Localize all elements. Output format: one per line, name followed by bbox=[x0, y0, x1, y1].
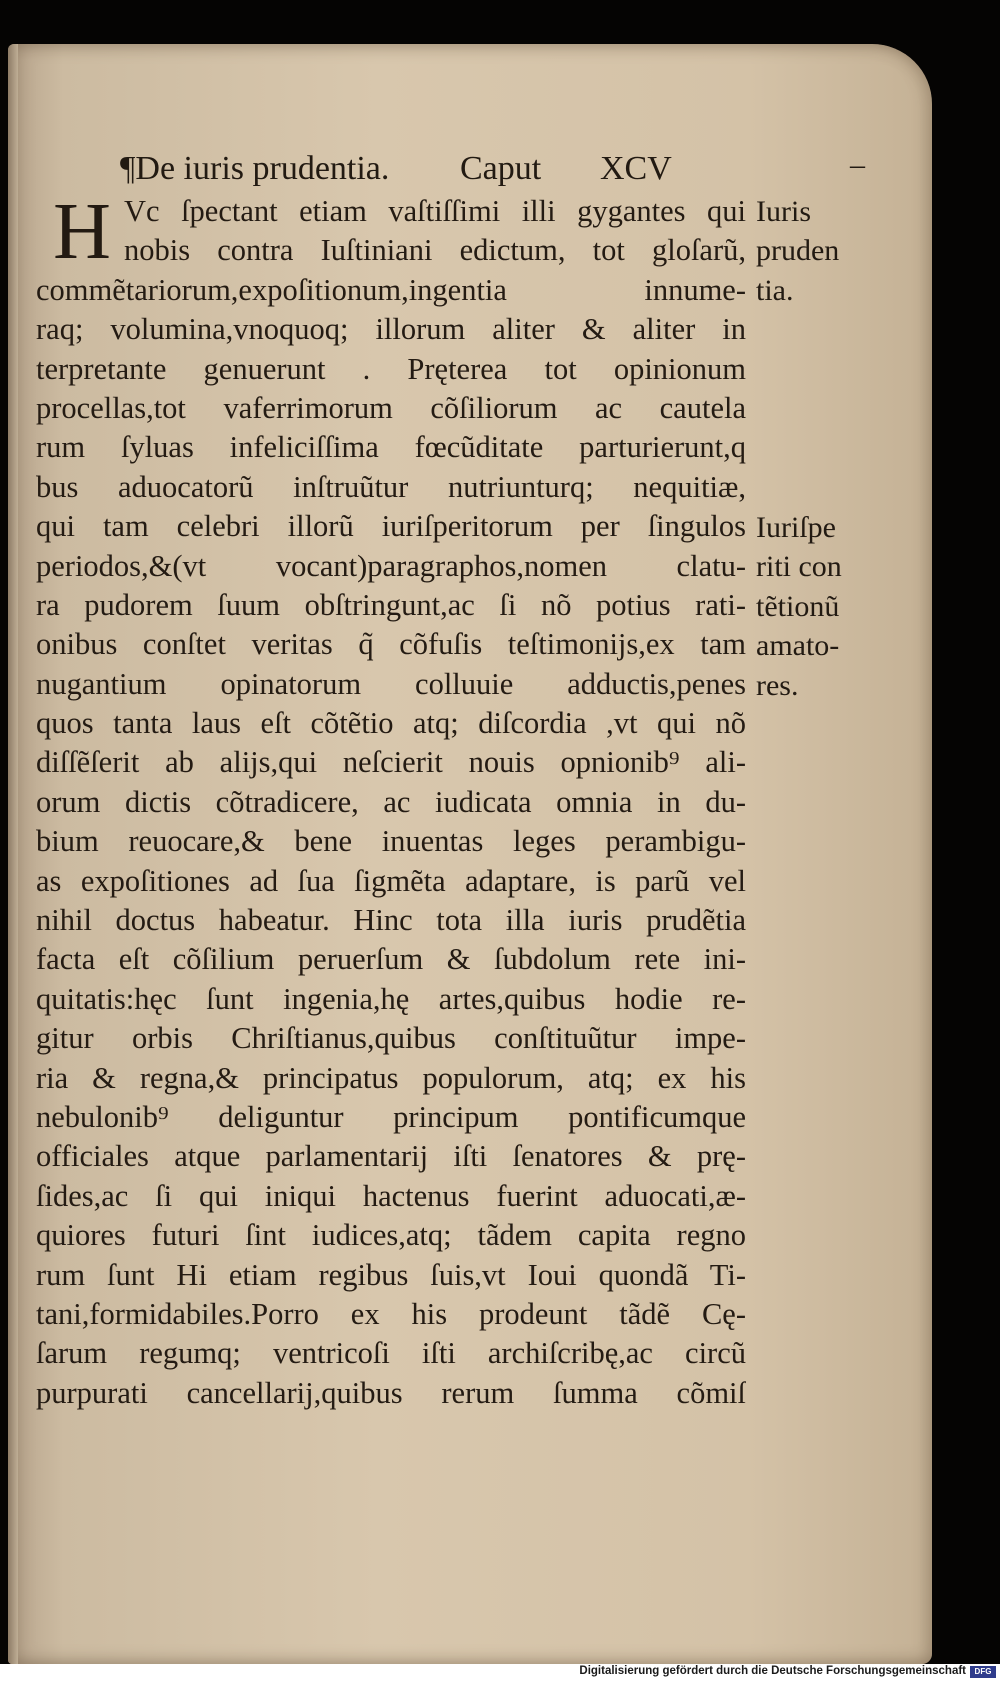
text-line: purpurati cancellarij,quibus rerum ſumma cõmiſ bbox=[36, 1375, 746, 1410]
text-line: gitur orbis Chriſtianus,quibus conſtituũtur impe- bbox=[36, 1021, 746, 1056]
text-line: ra pudorem ſuum obſtringunt,ac ſi nõ potius rati- bbox=[36, 587, 746, 622]
text-line: as expoſitiones ad ſua ſigmẽta adaptare, is parũ vel bbox=[36, 863, 746, 898]
text-line: nobis contra Iuſtiniani edictum, tot gloſarũ, bbox=[124, 233, 746, 268]
text-line: raq; volumina,vnoquoq; illorum aliter & aliter in bbox=[36, 312, 746, 347]
drop-cap-initial: H bbox=[53, 188, 111, 276]
margin-note-line: tẽtionũ bbox=[756, 589, 840, 623]
margin-note-line: pruden bbox=[756, 234, 840, 268]
text-line: commẽtariorum,expoſitionum,ingentia innume- bbox=[36, 272, 746, 307]
footer-bar bbox=[0, 1664, 1000, 1681]
text-line: facta eſt cõſilium peruerſum & ſubdolum rete ini- bbox=[36, 942, 746, 977]
text-line: onibus conſtet veritas q̃ cõfuſis teſtimonijs,ex tam bbox=[36, 627, 746, 662]
text-line: procellas,tot vaferrimorum cõſiliorum ac cautela bbox=[36, 390, 746, 425]
text-line: Vc ſpectant etiam vaſtiſſimi illi gygantes qui bbox=[124, 194, 746, 228]
margin-note-line: amato- bbox=[756, 629, 840, 663]
text-line: qui tam celebri illorũ iuriſperitorum per ſingulos bbox=[36, 509, 746, 544]
chapter-number: XCV bbox=[600, 150, 672, 187]
text-line: orum dictis cõtradicere, ac iudicata omnia in du- bbox=[36, 784, 746, 819]
text-line: nugantium opinatorum colluuie adductis,penes bbox=[36, 666, 746, 701]
margin-note-iuris-prudentia bbox=[756, 192, 876, 310]
text-line: terpretante genuerunt . Pręterea tot opinionum bbox=[36, 351, 746, 386]
caput-label: Caput bbox=[460, 150, 542, 187]
footer-credit: Digitalisierung gefördert durch die Deutsche Forschungsgemeinschaft bbox=[579, 1665, 966, 1677]
text-line: nebulonib⁹ deliguntur principum pontificumque bbox=[36, 1099, 746, 1134]
text-line: diſſẽſerit ab alijs,qui neſcierit nouis opnionib⁹ ali- bbox=[36, 745, 746, 780]
margin-note-line: Iuris bbox=[756, 195, 811, 228]
chapter-title: ¶De iuris prudentia. bbox=[120, 150, 390, 187]
text-line: rum ſunt Hi etiam regibus ſuis,vt Ioui quondã Ti- bbox=[36, 1257, 746, 1292]
text-line: quitatis:hęc ſunt ingenia,hę artes,quibus hodie re- bbox=[36, 981, 746, 1016]
body-text bbox=[36, 188, 746, 1413]
text-line: bus aduocatorũ inſtruũtur nutriunturq; nequitiæ, bbox=[36, 469, 746, 504]
text-line: tani,formidabiles.Porro ex his prodeunt tãdẽ Cę- bbox=[36, 1296, 746, 1331]
dfg-logo: DFG bbox=[970, 1666, 996, 1678]
text-line: officiales atque parlamentarij iſti ſenatores & prę- bbox=[36, 1139, 746, 1174]
margin-note-line: res. bbox=[756, 668, 799, 702]
margin-note-line: riti con bbox=[756, 550, 842, 584]
margin-note-line: tia. bbox=[756, 273, 794, 307]
text-line: ria & regna,& principatus populorum, atq; ex his bbox=[36, 1060, 746, 1095]
margin-note-line: Iuriſpe bbox=[756, 511, 836, 544]
text-line: quos tanta laus eſt cõtẽtio atq; diſcordia ,vt qui nõ bbox=[36, 706, 746, 741]
catchword-dash: – bbox=[850, 148, 865, 181]
text-line: bium reuocare,& bene inuentas leges perambigu- bbox=[36, 824, 746, 859]
text-line: nihil doctus habeatur. Hinc tota illa iuris prudẽtia bbox=[36, 903, 746, 938]
text-line: ſarum regumq; ventricoſi iſti archiſcribę,ac circũ bbox=[36, 1336, 746, 1371]
text-line: periodos,&(vt vocant)paragraphos,nomen clatu- bbox=[36, 548, 746, 583]
text-line: quiores futuri ſint iudices,atq; tãdem capita regno bbox=[36, 1218, 746, 1253]
text-line: ſides,ac ſi qui iniqui hactenus fuerint aduocati,æ- bbox=[36, 1178, 746, 1213]
margin-note-iurisperiti bbox=[756, 508, 876, 705]
text-line: rum ſyluas infeliciſſima fœcũditate parturierunt,q bbox=[36, 430, 746, 465]
